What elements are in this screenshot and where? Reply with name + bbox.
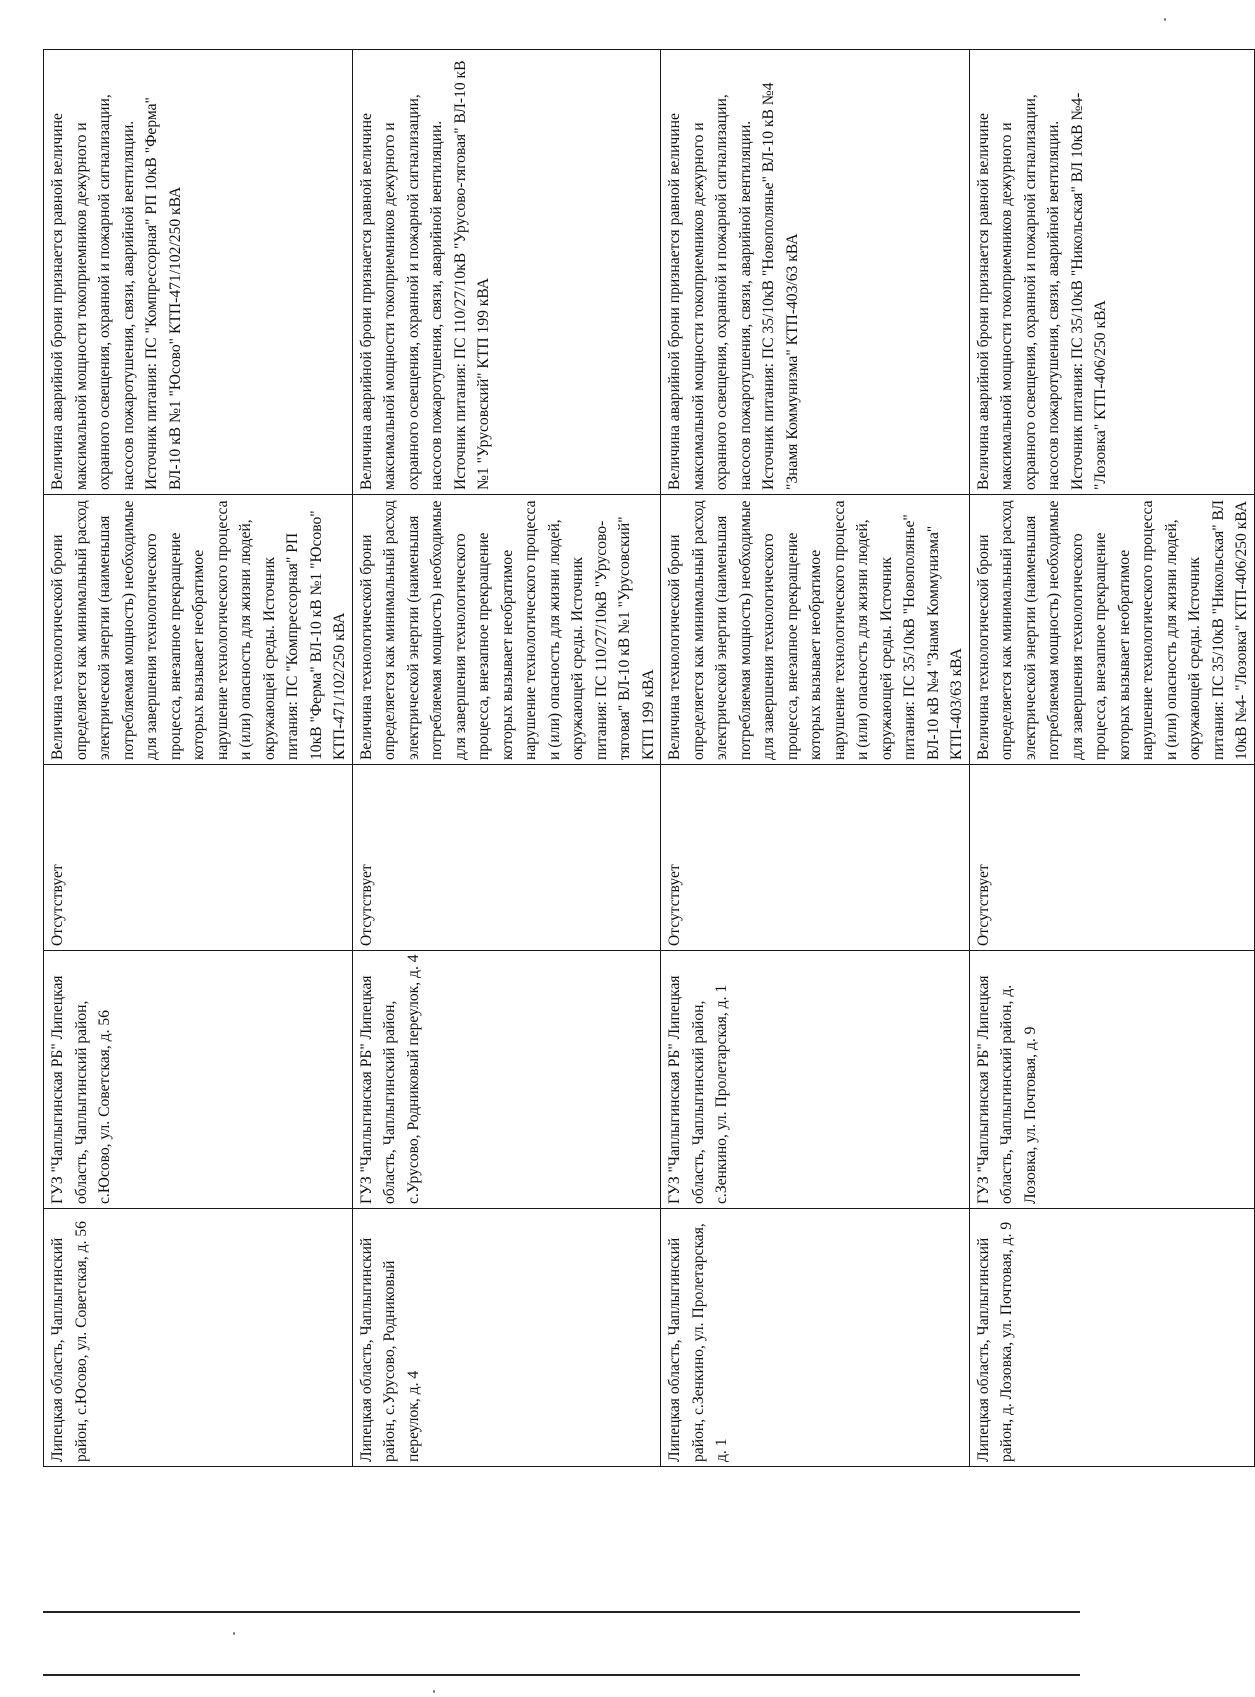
status-cell: Отсутствует [44, 765, 353, 951]
address-cell: Липецкая область, Чаплыгинский район, с.Юсово, ул. Советская, д. 56 [44, 1209, 353, 1467]
reserve-table [43, 49, 1255, 1467]
rotated-table-page [43, 50, 1250, 1467]
emergency-reserve-cell: Величина аварийной брони признается равной величине максимальной мощности токоприемников дежурного и охранного освещения, охранной и пожарной сигнализации, насосов пожаротушения, связи, аварийной вентиляции. Источник питания: ПС 35/10кВ "Новополянье" ВЛ-10 кВ №4 "Знамя Коммунизма" КТП-403/63 кВА [661, 50, 970, 495]
table-row [661, 50, 970, 1467]
tech-reserve-cell: Величина технологической брони определяется как минимальный расход электрической энергии (наименьшая потребляемая мощность) необходимые для завершения технологического процесса, внезапное прекращение которых вызывает необратимое нарушение технологического процесса и (или) опасность для жизни людей, окружающей среды. Источник питания: ПС 110/27/10кВ "Урусово-тяговая" ВЛ-10 кВ №1 "Урусовский" КТП 199 кВА [352, 495, 661, 765]
status-cell: Отсутствует [661, 765, 970, 951]
status-cell: Отсутствует [352, 765, 661, 951]
tech-reserve-cell: Величина технологической брони определяется как минимальный расход электрической энергии (наименьшая потребляемая мощность) необходимые для завершения технологического процесса, внезапное прекращение которых вызывает необратимое нарушение технологического процесса и (или) опасность для жизни людей, окружающей среды. Источник питания: ПС "Компрессорная" РП 10кВ "Ферма" ВЛ-10 кВ №1 "Юсово" КТП-471/102/250 кВА [44, 495, 353, 765]
horizontal-rule-lower [43, 1674, 1080, 1676]
emergency-reserve-cell: Величина аварийной брони признается равной величине максимальной мощности токоприемников дежурного и охранного освещения, охранной и пожарной сигнализации, насосов пожаротушения, связи, аварийной вентиляции. Источник питания: ПС "Компрессорная" РП 10кВ "Ферма" ВЛ-10 кВ №1 "Юсово" КТП-471/102/250 кВА [44, 50, 353, 495]
address-cell: Липецкая область, Чаплыгинский район, д. Лозовка, ул. Почтовая, д. 9 [969, 1209, 1254, 1467]
scan-speck [233, 1632, 235, 1635]
status-cell: Отсутствует [969, 765, 1254, 951]
scan-speck [433, 1690, 435, 1693]
emergency-reserve-cell: Величина аварийной брони признается равной величине максимальной мощности токоприемников дежурного и охранного освещения, охранной и пожарной сигнализации, насосов пожаротушения, связи, аварийной вентиляции. Источник питания: ПС 35/10кВ "Никольская" ВЛ 10кВ №4- "Лозовка" КТП-406/250 кВА [969, 50, 1254, 495]
table-row [44, 50, 353, 1467]
address-cell: Липецкая область, Чаплыгинский район, с.Урусово, Родниковый переулок, д. 4 [352, 1209, 661, 1467]
tech-reserve-cell: Величина технологической брони определяется как минимальный расход электрической энергии (наименьшая потребляемая мощность) необходимые для завершения технологического процесса, внезапное прекращение которых вызывает необратимое нарушение технологического процесса и (или) опасность для жизни людей, окружающей среды. Источник питания: ПС 35/10кВ "Никольская" ВЛ 10кВ №4- "Лозовка" КТП-406/250 кВА [969, 495, 1254, 765]
organization-cell: ГУЗ "Чаплыгинская РБ" Липецкая область, Чаплыгинский район, с.Зенкино, ул. Пролетарская, д. 1 [661, 951, 970, 1209]
address-cell: Липецкая область, Чаплыгинский район, с.Зенкино, ул. Пролетарская, д. 1 [661, 1209, 970, 1467]
table-row [969, 50, 1254, 1467]
horizontal-rule-upper [43, 1611, 1080, 1613]
organization-cell: ГУЗ "Чаплыгинская РБ" Липецкая область, Чаплыгинский район, с.Юсово, ул. Советская, д. 56 [44, 951, 353, 1209]
organization-cell: ГУЗ "Чаплыгинская РБ" Липецкая область, Чаплыгинский район, д. Лозовка, ул. Почтовая, д. 9 [969, 951, 1254, 1209]
emergency-reserve-cell: Величина аварийной брони признается равной величине максимальной мощности токоприемников дежурного и охранного освещения, охранной и пожарной сигнализации, насосов пожаротушения, связи, аварийной вентиляции. Источник питания: ПС 110/27/10кВ "Урусово-тяговая" ВЛ-10 кВ №1 "Урусовский" КТП 199 кВА [352, 50, 661, 495]
organization-cell: ГУЗ "Чаплыгинская РБ" Липецкая область, Чаплыгинский район, с.Урусово, Родниковый переулок, д. 4 [352, 951, 661, 1209]
scan-speck [1164, 18, 1166, 21]
tech-reserve-cell: Величина технологической брони определяется как минимальный расход электрической энергии (наименьшая потребляемая мощность) необходимые для завершения технологического процесса, внезапное прекращение которых вызывает необратимое нарушение технологического процесса и (или) опасность для жизни людей, окружающей среды. Источник питания: ПС 35/10кВ "Новополянье" ВЛ-10 кВ №4 "Знамя Коммунизма" КТП-403/63 кВА [661, 495, 970, 765]
table-row [352, 50, 661, 1467]
